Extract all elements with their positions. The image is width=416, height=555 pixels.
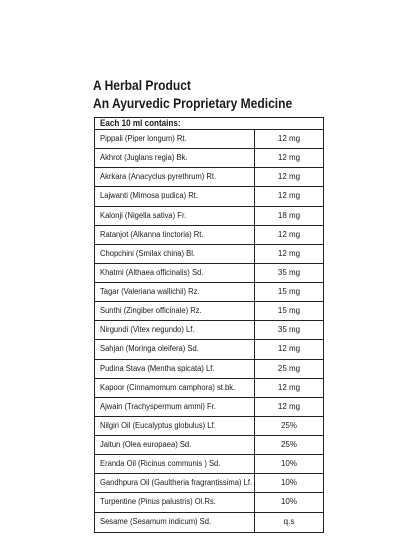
table-row bbox=[95, 417, 323, 436]
ingredient-quantity: 18 mg bbox=[277, 210, 301, 220]
table-row bbox=[95, 474, 323, 493]
ingredient-name: Kalonji (Nigella sativa) Fr. bbox=[100, 210, 187, 220]
ingredient-name: Sunthi (Zingiber officinale) Rz. bbox=[100, 306, 202, 316]
ingredient-name: Khatmi (Althaea officinalis) Sd. bbox=[100, 267, 204, 277]
ingredient-name: Pudina Stava (Mentha spicata) Lf. bbox=[100, 363, 215, 373]
table-row bbox=[95, 283, 323, 302]
ingredient-name-cell bbox=[95, 417, 255, 435]
ingredient-name-cell bbox=[95, 493, 255, 511]
ingredient-name-cell bbox=[95, 455, 255, 473]
ingredient-quantity: 12 mg bbox=[277, 229, 301, 239]
ingredient-name-cell bbox=[95, 302, 255, 320]
ingredient-name: Turpentine (Pinus palustris) Ol.Rs. bbox=[100, 497, 216, 507]
table-row bbox=[95, 321, 323, 340]
ingredient-name-cell bbox=[95, 283, 255, 301]
table-row bbox=[95, 187, 323, 206]
table-row bbox=[95, 513, 323, 532]
ingredient-name: Tagar (Valeriana wallichii) Rz. bbox=[100, 287, 200, 296]
table-row bbox=[95, 264, 323, 283]
ingredient-name: Sesame (Sesamum indicum) Sd. bbox=[100, 516, 212, 526]
ingredient-name-cell bbox=[95, 360, 255, 378]
ingredient-name: Sahjan (Moringa oleifera) Sd. bbox=[100, 344, 199, 354]
ingredient-quantity: 15 mg bbox=[277, 287, 301, 296]
ingredient-quantity: 12 mg bbox=[277, 191, 301, 201]
ingredient-name: Eranda Oil (Ricinus communis ) Sd. bbox=[100, 459, 221, 469]
table-row bbox=[95, 149, 323, 168]
ingredient-name: Ajwain (Trachyspermum ammi) Fr. bbox=[100, 401, 216, 411]
ingredient-quantity: 35 mg bbox=[277, 267, 301, 277]
table-row bbox=[95, 360, 323, 379]
ingredient-quantity: 10% bbox=[280, 478, 297, 488]
ingredient-quantity: 25% bbox=[280, 420, 297, 430]
product-heading bbox=[93, 76, 325, 112]
table-header bbox=[95, 118, 323, 130]
ingredient-name-cell bbox=[95, 187, 255, 205]
ingredient-name-cell bbox=[95, 264, 255, 282]
ingredient-quantity: 12 mg bbox=[277, 382, 301, 392]
ingredient-name: Ratanjot (Alkanna tinctoria) Rt. bbox=[100, 229, 204, 239]
table-row bbox=[95, 398, 323, 417]
ingredient-name-cell bbox=[95, 379, 255, 397]
ingredient-quantity: 12 mg bbox=[277, 248, 301, 258]
heading-line-2: An Ayurvedic Proprietary Medicine bbox=[93, 95, 293, 111]
ingredient-name: Akhrot (Juglans regia) Bk. bbox=[100, 153, 188, 163]
table-row bbox=[95, 245, 323, 264]
ingredient-quantity: 25% bbox=[280, 440, 297, 449]
ingredient-name: Jaitun (Olea europaea) Sd. bbox=[100, 440, 192, 449]
table-row bbox=[95, 493, 323, 512]
table-row bbox=[95, 207, 323, 226]
ingredient-name-cell bbox=[95, 168, 255, 186]
ingredients-table bbox=[94, 117, 324, 533]
ingredient-name-cell bbox=[95, 340, 255, 358]
ingredient-name: Lajwanti (Mimosa pudica) Rt. bbox=[100, 191, 198, 201]
ingredient-name: Kapoor (Cinnamomum camphora) st.bk. bbox=[100, 382, 236, 392]
ingredient-name-cell bbox=[95, 474, 255, 492]
ingredient-name: Nilgiri Oil (Eucalyptus globulus) Lf. bbox=[100, 420, 216, 430]
ingredient-name-cell bbox=[95, 130, 255, 148]
ingredient-quantity: q.s bbox=[283, 516, 295, 526]
ingredient-quantity: 12 mg bbox=[277, 134, 301, 143]
ingredient-name-cell bbox=[95, 245, 255, 263]
table-row bbox=[95, 226, 323, 245]
table-header-label: Each 10 ml contains: bbox=[100, 118, 181, 128]
ingredient-quantity: 12 mg bbox=[277, 153, 301, 163]
table-row bbox=[95, 436, 323, 455]
ingredient-quantity: 12 mg bbox=[277, 401, 301, 411]
table-row bbox=[95, 168, 323, 187]
heading-line-1: A Herbal Product bbox=[93, 77, 191, 93]
table-row bbox=[95, 455, 323, 474]
ingredient-quantity: 10% bbox=[280, 459, 297, 469]
ingredient-name-cell bbox=[95, 398, 255, 416]
ingredient-name: Chopchini (Smilax china) Bl. bbox=[100, 248, 196, 258]
ingredient-name-cell bbox=[95, 321, 255, 339]
table-body bbox=[95, 130, 323, 532]
ingredient-quantity: 12 mg bbox=[277, 344, 301, 354]
ingredient-name: Gandhpura Oil (Gaultheria fragrantissima) Lf. bbox=[100, 478, 253, 488]
ingredient-quantity: 10% bbox=[280, 497, 297, 507]
ingredient-quantity: 12 mg bbox=[277, 172, 301, 182]
ingredient-name-cell bbox=[95, 513, 255, 532]
ingredient-name: Pippali (Piper longum) Rt. bbox=[100, 134, 187, 143]
table-row bbox=[95, 302, 323, 321]
ingredient-quantity: 35 mg bbox=[277, 325, 301, 335]
table-row bbox=[95, 130, 323, 149]
ingredient-name: Akrkara (Anacyclus pyrethrum) Rt. bbox=[100, 172, 217, 182]
table-row bbox=[95, 379, 323, 398]
ingredient-name-cell bbox=[95, 207, 255, 225]
ingredient-name-cell bbox=[95, 436, 255, 454]
ingredient-name-cell bbox=[95, 226, 255, 244]
table-row bbox=[95, 340, 323, 359]
ingredient-name: Nirgundi (Vitex negundo) Lf. bbox=[100, 325, 195, 335]
ingredient-quantity: 25 mg bbox=[277, 363, 301, 373]
ingredient-name-cell bbox=[95, 149, 255, 167]
ingredient-quantity: 15 mg bbox=[277, 306, 301, 316]
